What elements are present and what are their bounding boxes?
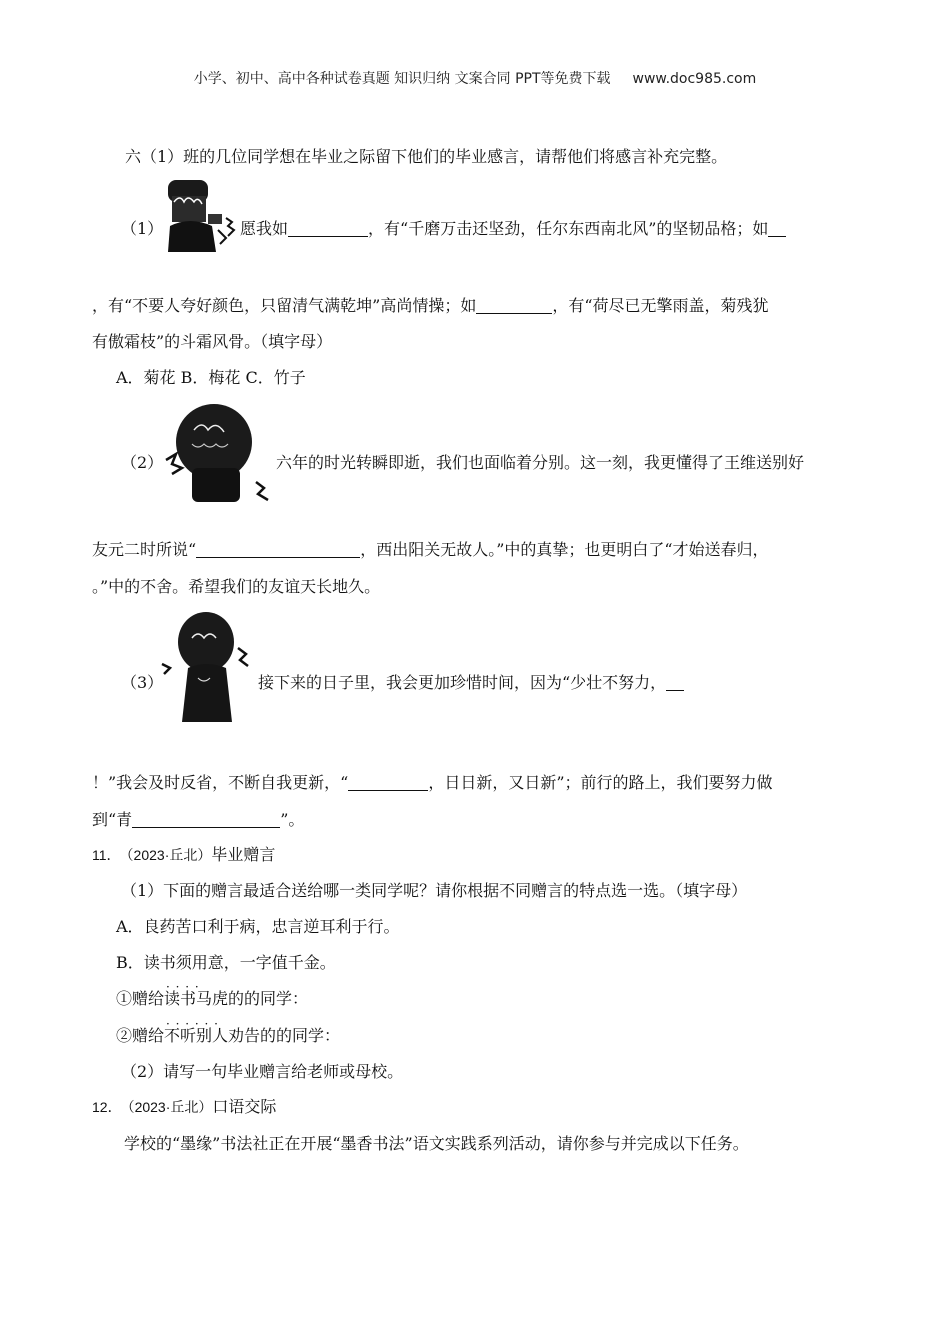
q3-line2-a: ！”我会及时反省，不断自我更新，“ [92, 773, 349, 792]
page-header [0, 68, 950, 88]
q12-source: （2023·丘北） [127, 1099, 213, 1115]
q11-name: 毕业赠言 [211, 845, 276, 864]
q2-line2 [92, 540, 769, 560]
q1-line2-b: ，有“荷尽已无擎雨盖，菊残犹 [552, 296, 769, 315]
q2-blank-1[interactable] [196, 541, 360, 558]
q11-number: 11． [92, 847, 121, 863]
avatar-boy-icon [162, 178, 242, 260]
q11-item2-c: 的的同学： [260, 1026, 341, 1045]
q1-blank-1[interactable] [288, 220, 368, 237]
q12-number: 12． [92, 1099, 122, 1115]
q1-line2-a: ，有“不要人夸好颜色，只留清气满乾坤”高尚情操；如 [92, 296, 477, 315]
q3-line2-b: ，日日新，又日新”；前行的路上，我们要努力做 [428, 773, 773, 792]
q2-number: （2） [121, 453, 164, 472]
q3-line3 [92, 810, 304, 830]
q3-line1 [258, 673, 684, 693]
q3-line3-a: 到“青 [92, 810, 133, 829]
q12-name: 口语交际 [212, 1097, 277, 1116]
q3-blank-3[interactable] [132, 811, 280, 828]
q11-option-b: B．读书须用意，一字值千金。 [116, 953, 336, 972]
q11-item1-emphasis: · · 读书马虎 [164, 989, 228, 1009]
q3-line1-text: 接下来的日子里，我会更加珍惜时间，因为“少壮不努力， [258, 673, 667, 692]
q3-blank-1[interactable] [666, 674, 684, 691]
q1-number: （1） [121, 219, 164, 238]
q1-blank-2[interactable] [768, 220, 786, 237]
q11-item1 [116, 989, 308, 1009]
q2-line2-b: ，西出阳关无故人。”中的真挚；也更明白了“才始送春归， [360, 540, 769, 559]
avatar-student-icon [158, 608, 262, 726]
header-text: 小学、初中、高中各种试卷真题 知识归纳 文案合同 PPT等免费下载 [193, 71, 611, 87]
q3-blank-2[interactable] [348, 774, 428, 791]
q11-item1-c: 的的同学： [228, 989, 309, 1008]
q11-item2-emphasis: · · 不听别人劝告 [164, 1026, 260, 1046]
q12-title [92, 1097, 276, 1117]
q11-item1-a: ①赠给 [116, 989, 165, 1008]
q2-line3: 。”中的不舍。希望我们的友谊天长地久。 [92, 577, 381, 596]
avatar-girl-icon [158, 400, 276, 510]
q1-line3: 有傲霜枝”的斗霜风骨。（填字母） [92, 332, 333, 351]
q1-blank-3[interactable] [476, 297, 552, 314]
q11-title [92, 845, 275, 865]
q2-line1: 六年的时光转瞬即逝，我们也面临着分别。这一刻，我更懂得了王维送别好 [276, 453, 805, 472]
q11-sub1: （1）下面的赠言最适合送给哪一类同学呢？请你根据不同赠言的特点选一选。（填字母） [121, 881, 748, 900]
q3-number: （3） [121, 673, 164, 692]
q3-line2 [92, 773, 773, 793]
intro-text: 六（1）班的几位同学想在毕业之际留下他们的毕业感言，请帮他们将感言补充完整。 [125, 147, 728, 166]
header-site[interactable]: www.doc985.com [632, 71, 757, 87]
q2-line2-a: 友元二时所说“ [92, 540, 197, 559]
q1-line2 [92, 296, 769, 316]
q12-body: 学校的“墨缘”书法社正在开展“墨香书法”语文实践系列活动，请你参与并完成以下任务。 [124, 1134, 749, 1153]
q1-line1 [240, 219, 786, 239]
q11-sub2: （2）请写一句毕业赠言给老师或母校。 [121, 1062, 404, 1081]
q1-line1-b: ，有“千磨万击还坚劲，任尔东西南北风”的坚韧品格；如 [368, 219, 769, 238]
q1-line1-a: 愿我如 [240, 219, 289, 238]
q11-item2 [116, 1026, 340, 1046]
q11-source: （2023·丘北） [126, 847, 212, 863]
q1-options: A．菊花 B．梅花 C．竹子 [116, 368, 306, 387]
q3-line3-b: ”。 [280, 810, 305, 829]
q11-item2-a: ②赠给 [116, 1026, 165, 1045]
q11-option-a: A．良药苦口利于病，忠言逆耳利于行。 [116, 917, 400, 936]
